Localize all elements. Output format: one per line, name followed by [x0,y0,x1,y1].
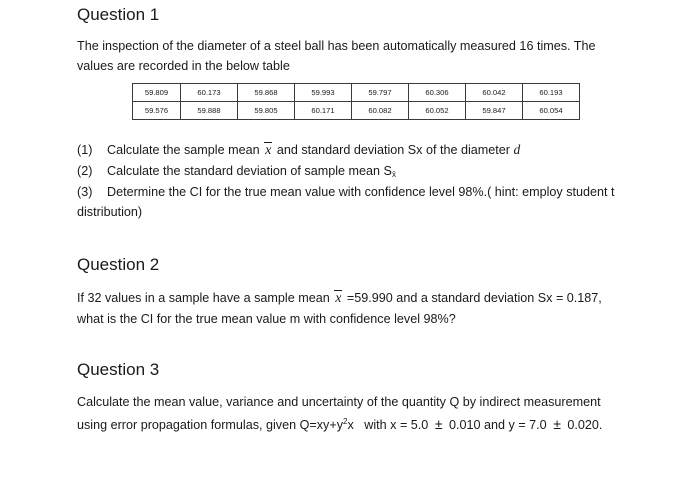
x-bar-subscript: x̄ [391,170,396,179]
question-2-body [77,288,677,329]
q3-text: x [347,418,354,432]
item-number: (1) [77,143,93,157]
table-cell: 60.193 [523,84,580,102]
intro-line-1: The inspection of the diameter of a steel ball has been automatically measured 16 times. The [77,39,596,53]
question-1-item-3-continued: distribution) [77,205,143,219]
table-cell: 59.576 [133,102,181,120]
item-number: (2) [77,164,93,178]
table-cell: 60.306 [409,84,466,102]
question-3-title: Question 3 [77,360,160,379]
question-3-body [77,392,677,435]
table-cell: 59.809 [133,84,181,102]
item-text: Determine the CI for the true mean value with confidence level 98%.( hint: employ student t [107,185,615,199]
q3-text: 0.020. [563,418,603,432]
item-text: Calculate the standard deviation of sample mean S [107,164,392,178]
q3-text: using error propagation formulas, given Q=xy+y [77,418,344,432]
q3-text: 0.010 and y = 7.0 [445,418,551,432]
measurements-table [132,83,580,120]
q2-text: =59.990 and a standard deviation Sx = 0.187, [343,291,602,305]
exponent: 2 [343,417,348,426]
table-row [133,102,580,120]
q3-line-1: Calculate the mean value, variance and uncertainty of the quantity Q by indirect measurement [77,395,601,409]
table-cell: 60.171 [295,102,352,120]
plus-minus-symbol: ± [553,416,561,432]
table-row [133,84,580,102]
table-cell: 59.993 [295,84,352,102]
item-text: and standard deviation Sx of the diameter [273,143,514,157]
question-1-title: Question 1 [77,5,160,24]
item-text: Calculate the sample mean [107,143,264,157]
x-bar-symbol: x [263,141,273,161]
table-cell: 60.082 [352,102,409,120]
table-cell: 60.054 [523,102,580,120]
item-number: (3) [77,185,93,199]
q3-line-2 [77,412,677,435]
q3-text: with x = 5.0 [353,418,432,432]
table-cell: 59.868 [238,84,295,102]
variable-d: d [513,142,521,157]
q2-line-1 [77,288,677,309]
q2-line-2: what is the CI for the true mean value m with confidence level 98%? [77,312,456,326]
intro-line-2: values are recorded in the below table [77,59,290,73]
table-cell: 59.797 [352,84,409,102]
table-cell: 60.042 [466,84,523,102]
table-cell: 60.173 [181,84,238,102]
x-bar-symbol: x [333,289,343,309]
q2-text: If 32 values in a sample have a sample mean [77,291,334,305]
question-1-intro [77,36,677,76]
table-cell: 59.888 [181,102,238,120]
table-cell: 59.805 [238,102,295,120]
question-1-item-3 [77,182,615,202]
table-cell: 60.052 [409,102,466,120]
plus-minus-symbol: ± [434,416,443,432]
question-1-item-1 [77,140,520,161]
table-cell: 59.847 [466,102,523,120]
question-2-title: Question 2 [77,255,160,274]
